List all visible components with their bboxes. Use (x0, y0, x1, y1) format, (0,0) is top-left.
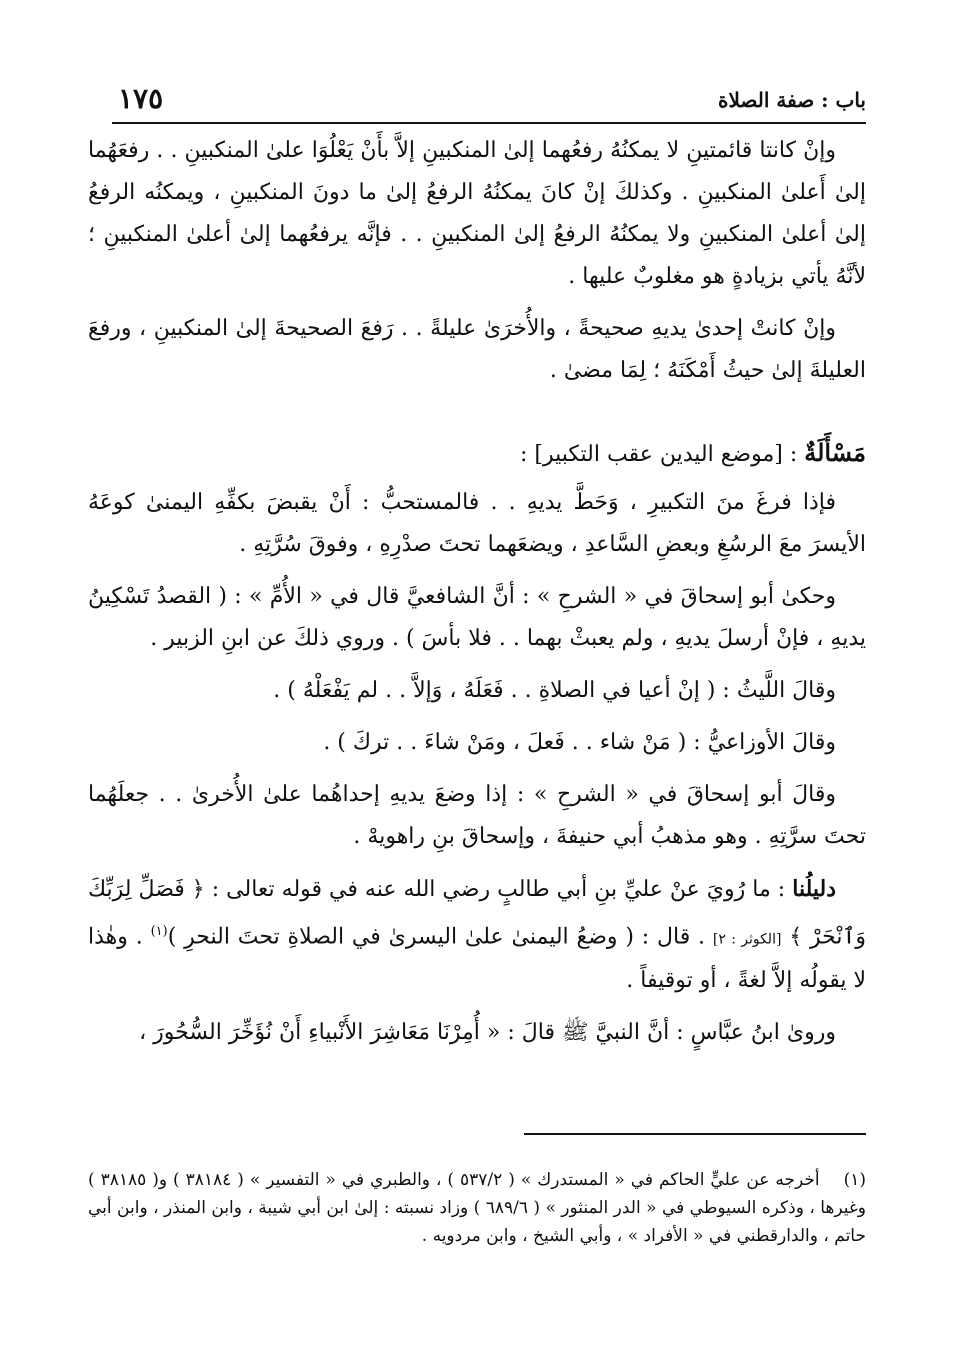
paragraph: وإنْ كانتْ إحدىٰ يديهِ صحيحةً ، والأُخرَىٰ عليلةً . . رَفعَ الصحيحةَ إلىٰ المنكبينِ ، ورفعَ العليلةَ إلىٰ حيثُ أَمْكَنَهُ ؛ لِمَا مضىٰ . (88, 316, 866, 383)
evidence-text: . وهٰذا لا يقولُه إلاَّ لغةً ، أو توقيفاً . (88, 924, 866, 994)
evidence-paragraph (88, 868, 866, 1002)
paragraph: وقالَ اللَّيثُ : ( إنْ أعيا في الصلاةِ . . فَعَلَهُ ، وَإلاَّ . . لم يَفْعَلْهُ ) . (273, 678, 836, 703)
issue-title: : [موضع اليدين عقب التكبير] : (519, 442, 798, 467)
paragraph: وقالَ أبو إسحاقَ في « الشرحِ » : إذا وضعَ يديهِ إحداهُما علىٰ الأُخرىٰ . . جعلَهُما تحتَ سرَّتِهِ . وهو مذهبُ أبي حنيفةَ ، وإسحاقَ بنِ راهويهْ . (88, 782, 866, 849)
paragraph: فإذا فرغَ منَ التكبيرِ ، وَحَطَّ يديهِ . . فالمستحبُّ : أَنْ يقبضَ بكفِّهِ اليمنىٰ كوعَهُ الأيسرَ معَ الرسُغِ وبعضِ السَّاعدِ ، ويضعَهما تحتَ صدْرِهِ ، وفوقَ سُرَّتِهِ . (88, 490, 866, 557)
page-number: ١٧٥ (118, 82, 164, 115)
chapter-title: باب : صفة الصلاة (718, 88, 866, 112)
paragraph: وروىٰ ابنُ عبَّاسٍ : أنَّ النبيَّ ﷺ قالَ : « أُمِرْنَا مَعَاشِرَ الأَنْبياءِ أَنْ نُؤَخِّرَ السُّحُورَ ، (139, 1020, 836, 1046)
footnote-text: أخرجه عن عليٍّ الحاكم في « المستدرك » ( ٥٣٧/٢ ) ، والطبري في « التفسير » ( ٣٨١٨٤ ) و( ٣٨١٨٥ ) وغيرها ، وذكره السيوطي في « الدر المنثور » ( ٦٨٩/٦ ) وزاد نسبته : إلىٰ ابن أبي شيبة ، وابن المنذر ، وابن أبي حاتم ، والدارقطني في « الأفراد » ، وأبي الشيخ ، وابن مردويه . (88, 1170, 866, 1246)
paragraph: وإنْ كانتا قائمتينِ لا يمكنُهُ رفعُهما إلىٰ المنكبينِ إلاَّ بأَنْ يَعْلُوَا علىٰ المنكبينِ . . رفعَهُما إلىٰ أَعلىٰ المنكبينِ . وكذلكَ إنْ كانَ يمكنُهُ الرفعُ إلىٰ ما دونَ المنكبينِ ، ويمكنُه الرفعُ إلىٰ أعلىٰ المنكبينِ ولا يمكنُهُ الرفعُ إلىٰ المنكبينِ . . فإنَّه يرفعُهما إلىٰ أعلىٰ المنكبينِ ؛ لأنَّهُ يأتي بزيادةٍ هو مغلوبٌ عليها . (88, 138, 866, 289)
evidence-label: دليلُنا (792, 876, 836, 902)
footnote-marker: (١) (150, 924, 168, 939)
issue-heading (88, 432, 866, 476)
paragraph: وحكىٰ أبو إسحاقَ في « الشرحِ » : أنَّ الشافعيَّ قال في « الأُمِّ » : ( القصدُ تَسْكِينُ يديهِ ، فإنْ أرسلَ يديهِ ، ولم يعبثْ بهما . . فلا بأسَ ) . وروي ذلكَ عن ابنِ الزبير . (88, 584, 866, 651)
main-text (88, 130, 866, 1064)
evidence-text: : ما رُويَ عنْ عليِّ بنِ أبي طالبٍ رضي الله عنه في قوله تعالى : ﴿ فَصَلِّ لِرَبِّكَ وَٱنْحَرْ ﴾ (88, 877, 866, 950)
footnote-divider (524, 1133, 866, 1135)
issue-label: مَسْأَلَةٌ (804, 438, 866, 467)
page-header (112, 82, 866, 124)
footnote-number: (١) (843, 1170, 867, 1190)
paragraph: وقالَ الأوزاعيُّ : ( مَنْ شاء . . فَعلَ ، ومَنْ شاءَ . . تركَ ) . (323, 730, 836, 755)
evidence-text: . قال : ( وضعُ اليمنىٰ علىٰ اليسرىٰ في الصلاةِ تحتَ النحرِ ) (167, 924, 706, 950)
quran-reference: [الكوثر : ٢] (712, 931, 782, 948)
footnote (88, 1166, 866, 1250)
